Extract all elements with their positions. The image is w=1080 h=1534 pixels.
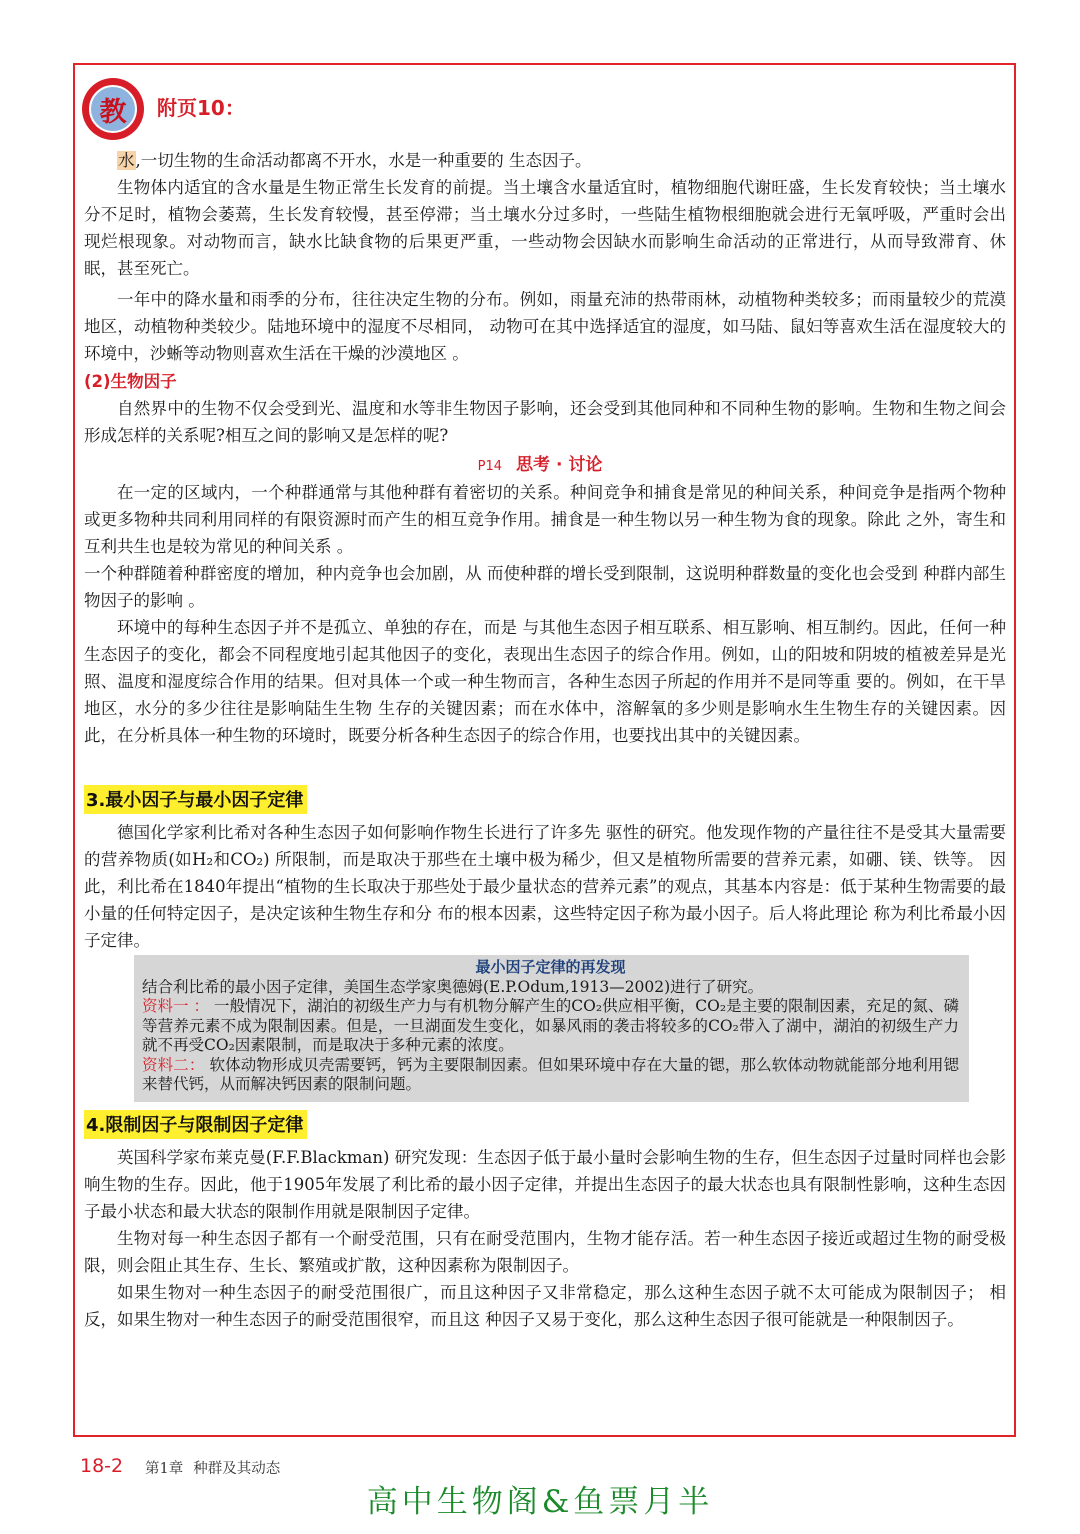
- material-2-label: 资料二：: [142, 1055, 205, 1074]
- section-3-body: [84, 819, 1006, 954]
- watermark-text: 高中生物阁&鱼票月半: [366, 1484, 714, 1520]
- material-1-text: 一般情况下，湖泊的初级生产力与有机物分解产生的CO₂供应相平衡，CO₂是主要的限制因素，充足的氮、磷等营养元素不成为限制因素。但是，一旦湖面发生变化，如暴风雨的袭击将较多的CO₂带入了湖中，湖泊的初级生产力就不再受CO₂因素限制，而是取决于多种元素的浓度。: [142, 997, 959, 1054]
- page-number: 18-2: [80, 1455, 124, 1477]
- section-4-para-2: 生物对每一种生态因子都有一个耐受范围，只有在耐受范围内，生物才能存活。若一种生态因子接近或超过生物的耐受极限，则会阻止其生存、生长、繁殖或扩散，这种因素称为限制因子。: [84, 1229, 1006, 1275]
- water-section: [84, 147, 1006, 449]
- section-4-para-3: 如果生物对一种生态因子的耐受范围很广，而且这种因子又非常稳定，那么这种生态因子就不太可能成为限制因子； 相反，如果生物对一种生态因子的耐受范围很窄，而且这 种因子又易于变化，那么这种生态因子很可能就是一种限制因子。: [84, 1283, 1006, 1329]
- section-4-body: [84, 1144, 1006, 1333]
- rediscovery-box: [134, 955, 969, 1102]
- water-para-2: 一年中的降水量和雨季的分布，往往决定生物的分布。例如，雨量充沛的热带雨林，动植物种类较多；而雨量较少的荒漠地区，动植物种类较少。陆地环境中的湿度不尽相同， 动物可在其中选择适宜的湿度，如马陆、鼠妇等喜欢生活在湿度较大的环境中，沙蜥等动物则喜欢生活在干燥的沙漠地区 。: [84, 290, 1006, 363]
- section-4-para-1: 英国科学家布莱克曼(F.F.Blackman) 研究发现：生态因子低于最小量时会影响生物的生存，但生态因子过量时同样也会影响生物的生存。因此，他于1905年发展了利比希的最小因子定律，并提出生态因子的最大状态也具有限制性影响，这种生态因子最小状态和最大状态的限制作用就是限制因子定律。: [84, 1148, 1006, 1221]
- material-2: [142, 1056, 959, 1095]
- badge-char: 教: [89, 85, 137, 133]
- think-para-3: 环境中的每种生态因子并不是孤立、单独的存在，而是 与其他生态因子相互联系、相互影响、相互制约。因此，任何一种生态因子的变化，都会不同程度地引起其他因子的变化，表现出生态因子的综合作用。例如，山的阳坡和阴坡的植被差异是光照、温度和湿度综合作用的结果。但对具体一个或一种生物而言，各种生态因子所起的作用并不是同等重 要的。例如，在干旱地区，水分的多少往往是影响陆生生物 生存的关键因素；而在水体中，溶解氧的多少则是影响水生生物生存的关键因素。因此，在分析具体一种生物的环境时，既要分析各种生态因子的综合作用，也要找出其中的关键因素。: [84, 618, 1006, 745]
- material-1: [142, 997, 959, 1056]
- water-para-1: 生物体内适宜的含水量是生物正常生长发育的前提。当土壤含水量适宜时，植物细胞代谢旺盛，生长发育较快；当土壤水分不足时，植物会萎蔫，生长发育较慢，甚至停滞；当土壤水分过多时，一些陆生植物根细胞就会进行无氧呼吸，严重时会出现烂根现象。对动物而言，缺水比缺食物的后果更严重，一些动物会因缺水而影响生命活动的正常进行，从而导致滞育、休眠，甚至死亡。: [84, 178, 1006, 278]
- section-4-heading: 4.限制因子与限制因子定律: [84, 1110, 307, 1139]
- chapter-label: [145, 1457, 280, 1478]
- water-first-line: 水,一切生物的生命活动都离不开水，水是一种重要的 生态因子。: [118, 151, 592, 170]
- rediscovery-title: 最小因子定律的再发现: [475, 958, 626, 976]
- bio-factor-heading: (2)生物因子: [84, 372, 177, 391]
- teacher-badge-icon: [82, 78, 144, 140]
- bio-factor-para: 自然界中的生物不仅会受到光、温度和水等非生物因子影响，还会受到其他同种和不同种生物的影响。生物和生物之间会形成怎样的关系呢?相互之间的影响又是怎样的呢?: [84, 399, 1006, 445]
- think-discuss-section: [84, 479, 1006, 749]
- section-3-para: 德国化学家利比希对各种生态因子如何影响作物生长进行了许多先 驱性的研究。他发现作物的产量往往不是受其大量需要的营养物质(如H₂和CO₂) 所限制，而是取决于那些在土壤中极为稀少，但又是植物所需要的营养元素，如硼、镁、铁等。 因此，利比希在1840年提出“植物的生长取决于那些处于最少量状态的营养元素”的观点，其基本内容是：低于某种生物需要的最小量的任何特定因子，是决定该种生物生存和分 布的根本因素，这些特定因子称为最小因子。后人将此理论 称为利比希最小因子定律。: [84, 823, 1006, 950]
- material-2-text: 软体动物形成贝壳需要钙，钙为主要限制因素。但如果环境中存在大量的锶，那么软体动物就能部分地利用锶来替代钙，从而解决钙因素的限制问题。: [142, 1055, 959, 1093]
- appendix-title: 附页10：: [157, 96, 245, 120]
- think-title: 思考 · 讨论: [516, 455, 603, 475]
- material-1-label: 资料一 ：: [142, 997, 210, 1015]
- chapter-number: 第1章: [145, 1461, 184, 1477]
- rediscovery-intro: 结合利比希的最小因子定律，美国生态学家奥德姆(E.P.Odum,1913—2002)进行了研究。: [142, 977, 764, 996]
- section-3-heading: 3.最小因子与最小因子定律: [84, 785, 307, 814]
- water-keyword: 水: [118, 151, 135, 170]
- think-page-ref: P14: [477, 459, 503, 474]
- think-discuss-heading: [0, 450, 1080, 475]
- think-para-2: 一个种群随着种群密度的增加，种内竞争也会加剧，从 而使种群的增长受到限制，这说明种群数量的变化也会受到 种群内部生物因子的影响 。: [84, 564, 1006, 610]
- think-para-1: 在一定的区域内，一个种群通常与其他种群有着密切的关系。种间竞争和捕食是常见的种间关系，种间竞争是指两个物种或更多物种共同利用同样的有限资源时而产生的相互竞争作用。捕食是一种生物以另一种生物为食的现象。除此 之外，寄生和互利共生也是较为常见的种间关系 。: [84, 483, 1006, 556]
- chapter-title: 种群及其动态: [193, 1461, 281, 1477]
